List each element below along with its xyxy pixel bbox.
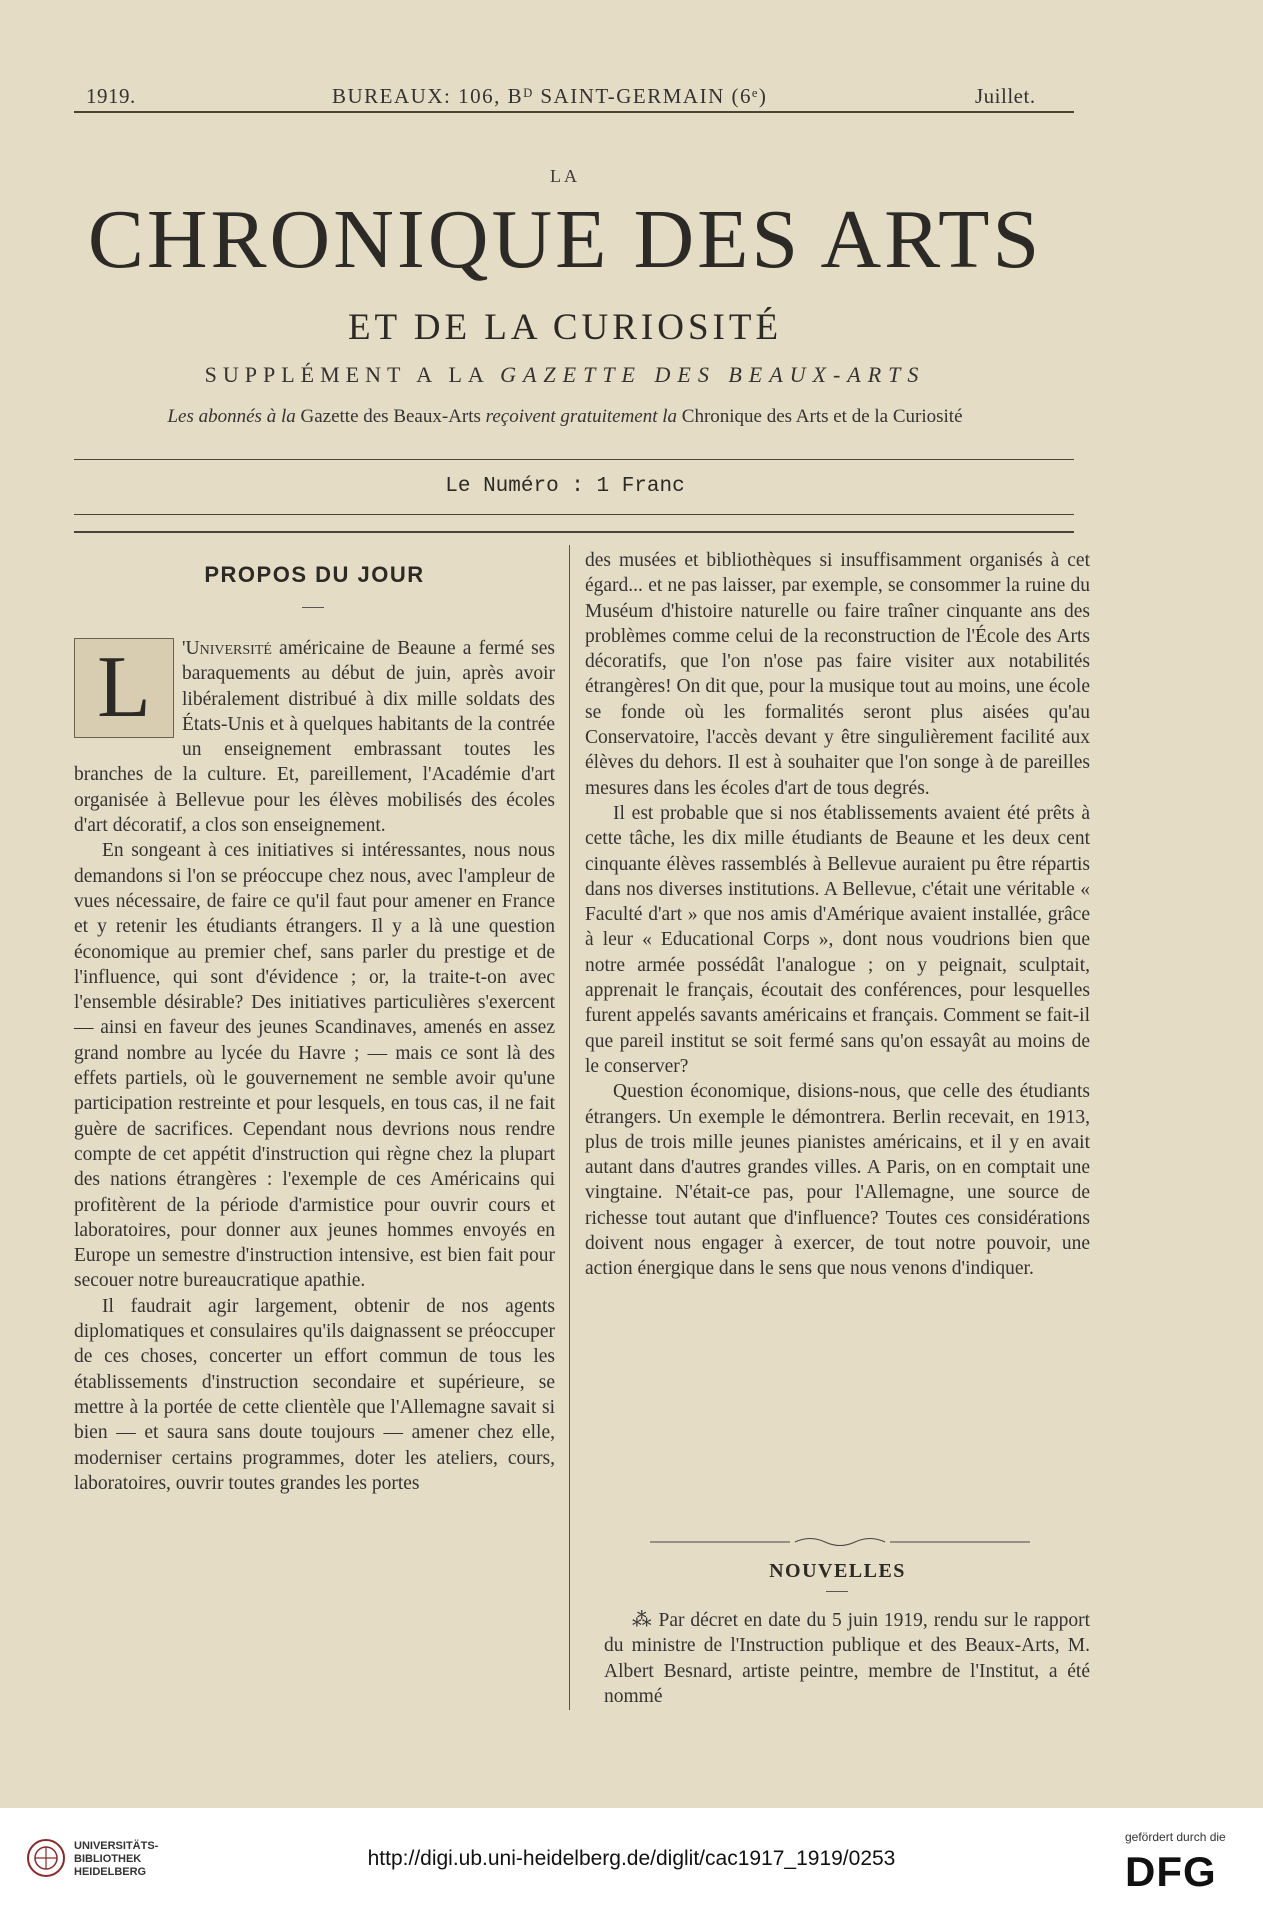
masthead-supplement [0,362,1130,388]
subscribers-part-2: Gazette des Beaux-Arts [300,406,481,427]
subscribers-part-4: Chronique des Arts et de la Curiosité [681,406,963,427]
price-rule-bottom-1 [74,514,1074,515]
paragraph-r3: Question économique, disions-nous, que celle des étudiants étrangers. Un exemple le démontrera. Berlin recevait, en 1913, plus de trois mille jeunes pianistes américains, et il y en avait autant dans d'autres grandes villes. A Paris, on en comptait une vingtaine. N'était-ce pas, pour l'Allemagne, une source de richesse tout autant que d'influence? Toutes ces considérations doivent nous engager à exercer, de tout notre pouvoir, une action énergique dans le sens que nous venons d'indiquer. [585,1081,1090,1280]
library-name-line-1: UNIVERSITÄTS- [74,1840,159,1852]
smallcaps-word: 'Université [182,638,272,659]
paragraph-2: En songeant à ces initiatives si intéressantes, nous nous demandons si l'on se préoccupe chez nous, avec l'ampleur de vues nécessaire, de faire ce qu'il faut pour amener en France et y retenir les étudiants étrangers. Il y a là une question économique au premier chef, sans parler du prestige et de l'influence, qui sont d'évidence ; or, la traite-t-on avec l'ensemble désirable? Des initiatives particulières s'exercent — ainsi en faveur des jeunes Scandinaves, amenés en assez grand nombre au lycée du Havre ; — mais ce sont là des effets partiels, où le gouvernement ne semble avoir qu'une participation restreinte et pour lesquels, en tous cas, il ne fait guère de sacrifices. Cependant nous devrions nous rendre compte de cet appétit d'instruction qui règne chez la plupart des nations étrangères : l'exemple de ces Américains qui profitèrent de la période d'armistice pour ouvrir cours et laboratoires, pour donner aux jeunes hommes envoyés en Europe un semestre d'instruction intensive, est bien fait pour secouer notre bureaucratique apathie. [74,840,555,1292]
funding-label: gefördert durch die [1125,1830,1226,1844]
paragraph [74,636,555,838]
subscribers-notice [0,406,1130,428]
paragraph-3: Il faudrait agir largement, obtenir de nos agents diplomatiques et consulaires qu'ils daignassent se préoccuper de ces choses, concerter un effort commun de tous les établissements d'instruction secondaire et supérieure, se mettre à la portée de cette clientèle que l'Allemagne savait si bien — et saura sans doute toujours — amener chez elle, moderniser certains programmes, doter les ateliers, cours, laboratoires, ouvrir toutes grandes les portes [74,1295,555,1494]
supplement-prefix: SUPPLÉMENT A LA [204,362,489,387]
asterism: ⁂ [632,1610,653,1631]
supplement-journal: GAZETTE DES BEAUX-ARTS [500,362,926,387]
dfg-logo: DFG [1125,1848,1217,1895]
news-column [604,1608,1090,1709]
library-name-line-2: BIBLIOTHEK [74,1853,142,1865]
masthead-subtitle: ET DE LA CURIOSITÉ [347,307,783,348]
masthead-title: CHRONIQUE DES ARTS [87,193,1043,286]
masthead-article: LA [550,166,580,186]
header-month: Juillet. [975,84,1036,108]
digitization-footer [0,1808,1263,1907]
subscribers-part-3: reçoivent gratuitement la [485,406,678,427]
issue-price: Le Numéro : 1 Franc [445,475,685,498]
news-text: Par décret en date du 5 juin 1919, rendu sur le rapport du ministre de l'Instruction publique et des Beaux-Arts, M. Albert Besnard, artiste peintre, membre de l'Institut, a été nommé [604,1610,1091,1707]
price-rule-bottom-2 [74,531,1074,533]
header-year: 1919. [86,84,136,108]
right-column [585,548,1090,1282]
dropcap-letter: L [74,638,174,738]
news-item [604,1608,1090,1709]
price-rule-top [74,459,1074,460]
source-url[interactable]: http://digi.ub.uni-heidelberg.de/diglit/cac1917_1919/0253 [367,1847,896,1870]
nouvelles-title: NOUVELLES [769,1560,906,1582]
subscribers-part-1: Les abonnés à la [167,406,296,427]
header-rule [74,111,1074,113]
library-name-line-3: HEIDELBERG [74,1866,147,1878]
title-dash [826,1591,848,1592]
title-dash [302,607,324,608]
header-address: BUREAUX: 106, Bᴰ SAINT-GERMAIN (6ᵉ) [332,84,768,108]
propos-title: PROPOS DU JOUR [204,562,425,587]
paragraph-1: américaine de Beaune a fermé ses baraquements au début de juin, après avoir libéralement distribué à dix mille soldats des États-Unis et à quelques habitants de la contrée un enseignement embrassant toutes les branches de la culture. Et, pareillement, l'Académie d'art organisée à Bellevue pour les élèves mobilisés des écoles d'art décoratif, a clos son enseignement. [74,638,555,837]
left-column [74,636,555,1496]
column-divider [569,545,570,1710]
ornament-divider [650,1535,1030,1549]
paragraph-r2: Il est probable que si nos établissements avaient été prêts à cette tâche, les dix mille étudiants de Beaune et les deux cent cinquante élèves rassemblés à Bellevue auraient pu être répartis dans nos diverses institutions. A Bellevue, c'était une véritable « Faculté d'art » que nos amis d'Amérique avaient installée, grâce à leur « Educational Corps », dont nous voudrions bien que notre armée possédât l'analogue ; on y peignait, sculptait, apprenait le français, écoutait des conférences, pour lesquelles furent appelés savants américains et français. Comment se fait-il que pareil institut se soit fermé sans qu'on essayât au moins de le conserver? [585,802,1090,1077]
paragraph-r1: des musées et bibliothèques si insuffisamment organisés à cet égard... et ne pas laisser, par exemple, se consommer la ruine du Muséum d'histoire naturelle ou faire traîner cinquante ans des problèmes comme celui de la reconstruction de l'École des Arts décoratifs, que l'on n'ose pas faire visiter aux notabilités étrangères! On dit que, pour la musique tout au moins, une école se fonde où les formalités seront plus aisées qu'au Conservatoire, l'accès devant y être singulièrement facilité aux élèves du dehors. Il est à souhaiter que l'on songe à de pareilles mesures dans les écoles d'art de tous degrés. [585,550,1090,799]
